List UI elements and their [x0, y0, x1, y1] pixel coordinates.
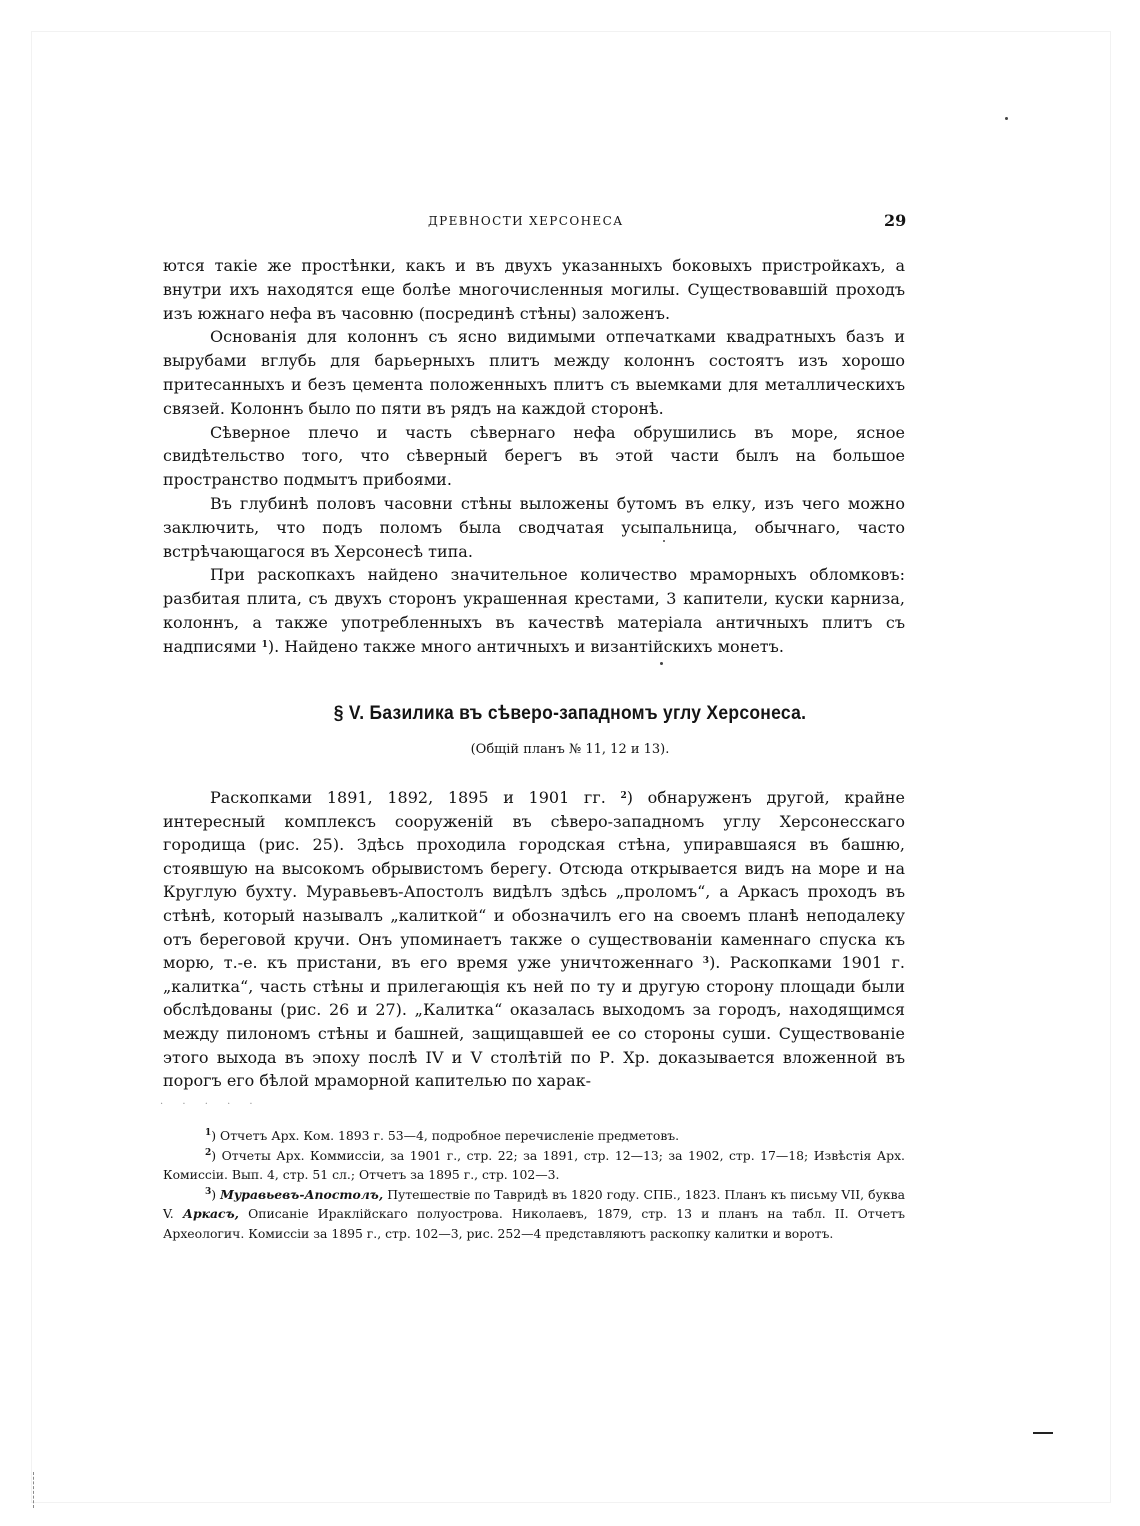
- footnote-mark-3: 3: [205, 1186, 212, 1197]
- footnote-3: $^3$) Муравьевъ-Апостолъ, Путешествіе по Тавридѣ въ 1820 году. СПБ., 1823. Планъ къ письму VII, буква V. Аркасъ, Описаніе Ираклійскаго полуострова. Николаевъ, 1879, стр. 13 и планъ на табл. II. Отчетъ Археологич. Комиссіи за 1895 г., стр. 102—3, рис. 252—4 представляютъ раскопку калитки и воротъ.: [163, 1186, 905, 1241]
- body-text-basilica: [163, 786, 905, 1093]
- excavations-text-c: ). Раскопками 1901 г. „калитка“, часть стѣны и прилегающія къ ней по ту и другую сторону площади были обслѣдованы (рис. 26 и 27). „Калитка“ оказалась выходомъ за городъ, находящимся между пилономъ стѣны и башней, защищавшей ее со стороны суши. Существованіе этого выхода въ эпоху послѣ IV и V столѣтій по Р. Хр. доказывается вложенной въ порогъ его бѣлой мраморной капителью по харак-: [163, 953, 906, 1091]
- body-text-top: [163, 254, 905, 659]
- marble-finds-text-end: ). Найдено также много античныхъ и византійскихъ монетъ.: [267, 636, 784, 656]
- running-title: ДРЕВНОСТИ ХЕРСОНЕСА: [428, 214, 624, 228]
- footnotes: [163, 1126, 905, 1244]
- paragraph-chapel-floor: Въ глубинѣ половъ часовни стѣны выложены бутомъ въ елку, изъ чего можно заключить, что подъ поломъ была сводчатая усыпальница, обычнаго, часто встрѣчающагося въ Херсонесѣ типа.: [163, 493, 905, 561]
- paragraph-excavations: [163, 786, 905, 1093]
- footnote-ref-2[interactable]: 2: [620, 791, 627, 801]
- marble-finds-text: При раскопкахъ найдено значительное количество мраморныхъ обломковъ: разбитая плита, съ двухъ сторонъ украшенная крестами, 3 капители, куски карниза, колоннъ, а также употребленныхъ въ качествѣ матеріала античныхъ плитъ съ надписями: [163, 565, 905, 656]
- footnote-2-text: ) Отчеты Арх. Коммиссіи, за 1901 г., стр. 22; за 1891, стр. 12—13; за 1902, стр. 17—18; Извѣстія Арх. Комиссіи. Вып. 4, стр. 51 сл.; Отчетъ за 1895 г., стр. 102—3.: [163, 1147, 905, 1183]
- excavations-text-a: Раскопками 1891, 1892, 1895 и 1901 гг.: [210, 788, 606, 807]
- paragraph-north-shoulder: Сѣверное плечо и часть сѣвернаго нефа обрушились въ море, ясное свидѣтельство того, что сѣверный берегъ въ этой части былъ на большое пространство подмытъ прибоями.: [163, 422, 905, 490]
- section-heading: § V. Базилика въ сѣверо-западномъ углу Херсонеса.: [333, 703, 807, 724]
- footnote-3-text-a: Путешествіе по Тавридѣ въ 1820 году. СПБ., 1823. Планъ къ письму VII, буква V.: [163, 1186, 905, 1222]
- footnote-2: [163, 1146, 905, 1185]
- footnote-3-text-b: Описаніе Ираклійскаго полуострова. Николаевъ, 1879, стр. 13 и планъ на табл. II. Отчетъ Археологич. Комиссіи за 1895 г., стр. 102—3, рис. 252—4 представляютъ раскопку калитки и воротъ.: [163, 1206, 905, 1241]
- footnote-separator: · · · · ·: [160, 1099, 261, 1110]
- footnote-mark-1: 1: [205, 1128, 212, 1138]
- footnote-3-author: Муравьевъ-Апостолъ,: [220, 1186, 384, 1202]
- scan-mark-dots: [33, 1472, 36, 1508]
- scan-mark-dash: [1033, 1432, 1053, 1434]
- footnote-mark-2: 2: [205, 1147, 212, 1158]
- scan-speck: [663, 540, 665, 542]
- plan-reference: (Общій планъ № 11, 12 и 13).: [470, 742, 670, 757]
- footnote-ref-3[interactable]: 3: [702, 956, 710, 967]
- page-sheet: [32, 32, 1110, 1502]
- footnote-1: [163, 1126, 905, 1146]
- scan-speck: [1005, 117, 1008, 120]
- footnote-1-text: ) Отчетъ Арх. Ком. 1893 г. 53—4, подробное перечисленіе предметовъ.: [211, 1128, 680, 1143]
- scan-speck: [660, 662, 663, 665]
- page-number: 29: [884, 211, 907, 230]
- paragraph-continuation: ются такіе же простѣнки, какъ и въ двухъ указанныхъ боковыхъ пристройкахъ, а внутри ихъ находятся еще болѣе многочисленныя могилы. Существовавшій проходъ изъ южнаго нефа въ часовню (посрединѣ стѣны) заложенъ.: [163, 256, 905, 323]
- excavations-text-b: ) обнаруженъ другой, крайне интересный комплексъ сооруженій въ сѣверо-западномъ углу Херсонесскаго городища (рис. 25). Здѣсь проходила городская стѣна, упиравшаяся въ башню, стоявшую на высокомъ обрывистомъ берегу. Отсюда открывается видъ на море и на Круглую бухту. Муравьевъ-Апостолъ видѣлъ здѣсь „проломъ“, а Аркасъ проходъ въ стѣнѣ, который называлъ „калиткой“ и обозначилъ его на своемъ планѣ неподалеку отъ береговой кручи. Онъ упоминаетъ также о существованіи каменнаго спуска къ морю, т.-е. къ пристани, въ его время уже уничтоженнаго: [163, 788, 905, 973]
- paragraph-column-bases: Основанія для колоннъ съ ясно видимыми отпечатками квадратныхъ базъ и вырубами вглубь для барьерныхъ плитъ между колоннъ состоятъ изъ хорошо притесанныхъ и безъ цемента положенныхъ плитъ съ выемками для металлическихъ связей. Колоннъ было по пяти въ рядъ на каждой сторонѣ.: [163, 327, 905, 418]
- footnote-ref-1[interactable]: 1: [261, 639, 268, 650]
- footnote-3-author-2: Аркасъ,: [182, 1206, 239, 1222]
- paragraph-marble-finds: [163, 563, 905, 658]
